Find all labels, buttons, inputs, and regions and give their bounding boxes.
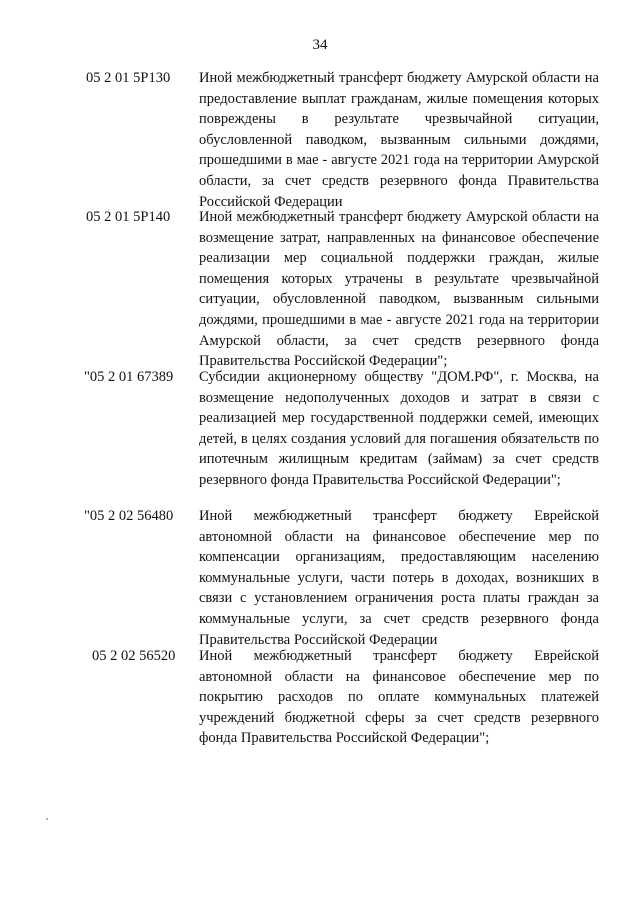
budget-description: Иной межбюджетный трансферт бюджету Еврейской автономной области на финансовое обеспечение мер по покрытию расходов по оплате коммунальных платежей учреждений бюджетной сферы за счет средств резервного фонда Правительства Российской Федерации"; (199, 648, 599, 747)
budget-description: Иной межбюджетный трансферт бюджету Амурской области на предоставление выплат гражданам, жилые помещения которых повреждены в результате чрезвычайной ситуации, обусловленной паводком, вызванным сильными дождями, прошедшими в мае - августе 2021 года на территории Амурской области, за счет средств резервного фонда Правительства Российской Федерации (199, 70, 599, 210)
budget-description: Иной межбюджетный трансферт бюджету Амурской области на возмещение затрат, направленных на финансовое обеспечение реализации мер социальной поддержки граждан, жилые помещения которых утрачены в результате чрезвычайной ситуации, обусловленной паводком, вызванным сильными дождями, прошедшими в мае - августе 2021 года на территории Амурской области, за счет средств резервного фонда Правительства Российской Федерации"; (199, 209, 599, 370)
budget-description: Субсидии акционерному обществу "ДОМ.РФ", г. Москва, на возмещение недополученных доходов и затрат в связи с реализацией мер государственной поддержки семей, имеющих детей, в целях создания условий для погашения обязательств по ипотечным жилищным кредитам (займам) за счет средств резервного фонда Правительства Российской Федерации"; (199, 369, 599, 488)
budget-code: "05 2 01 67389 (84, 369, 174, 385)
budget-code: 05 2 01 5Р130 (86, 70, 171, 86)
scan-speck (46, 818, 48, 820)
page-number: 34 (312, 37, 328, 53)
budget-code: "05 2 02 56480 (84, 508, 174, 524)
budget-code: 05 2 02 56520 (92, 648, 176, 664)
budget-code: 05 2 01 5Р140 (86, 209, 171, 225)
budget-description: Иной межбюджетный трансферт бюджету Еврейской автономной области на финансовое обеспечение мер по компенсации организациям, предоставляющим населению коммунальные услуги, части потерь в доходах, возникших в связи с установлением ограничения роста платы граждан за коммунальные услуги, за счет средств резервного фонда Правительства Российской Федерации (199, 508, 599, 648)
